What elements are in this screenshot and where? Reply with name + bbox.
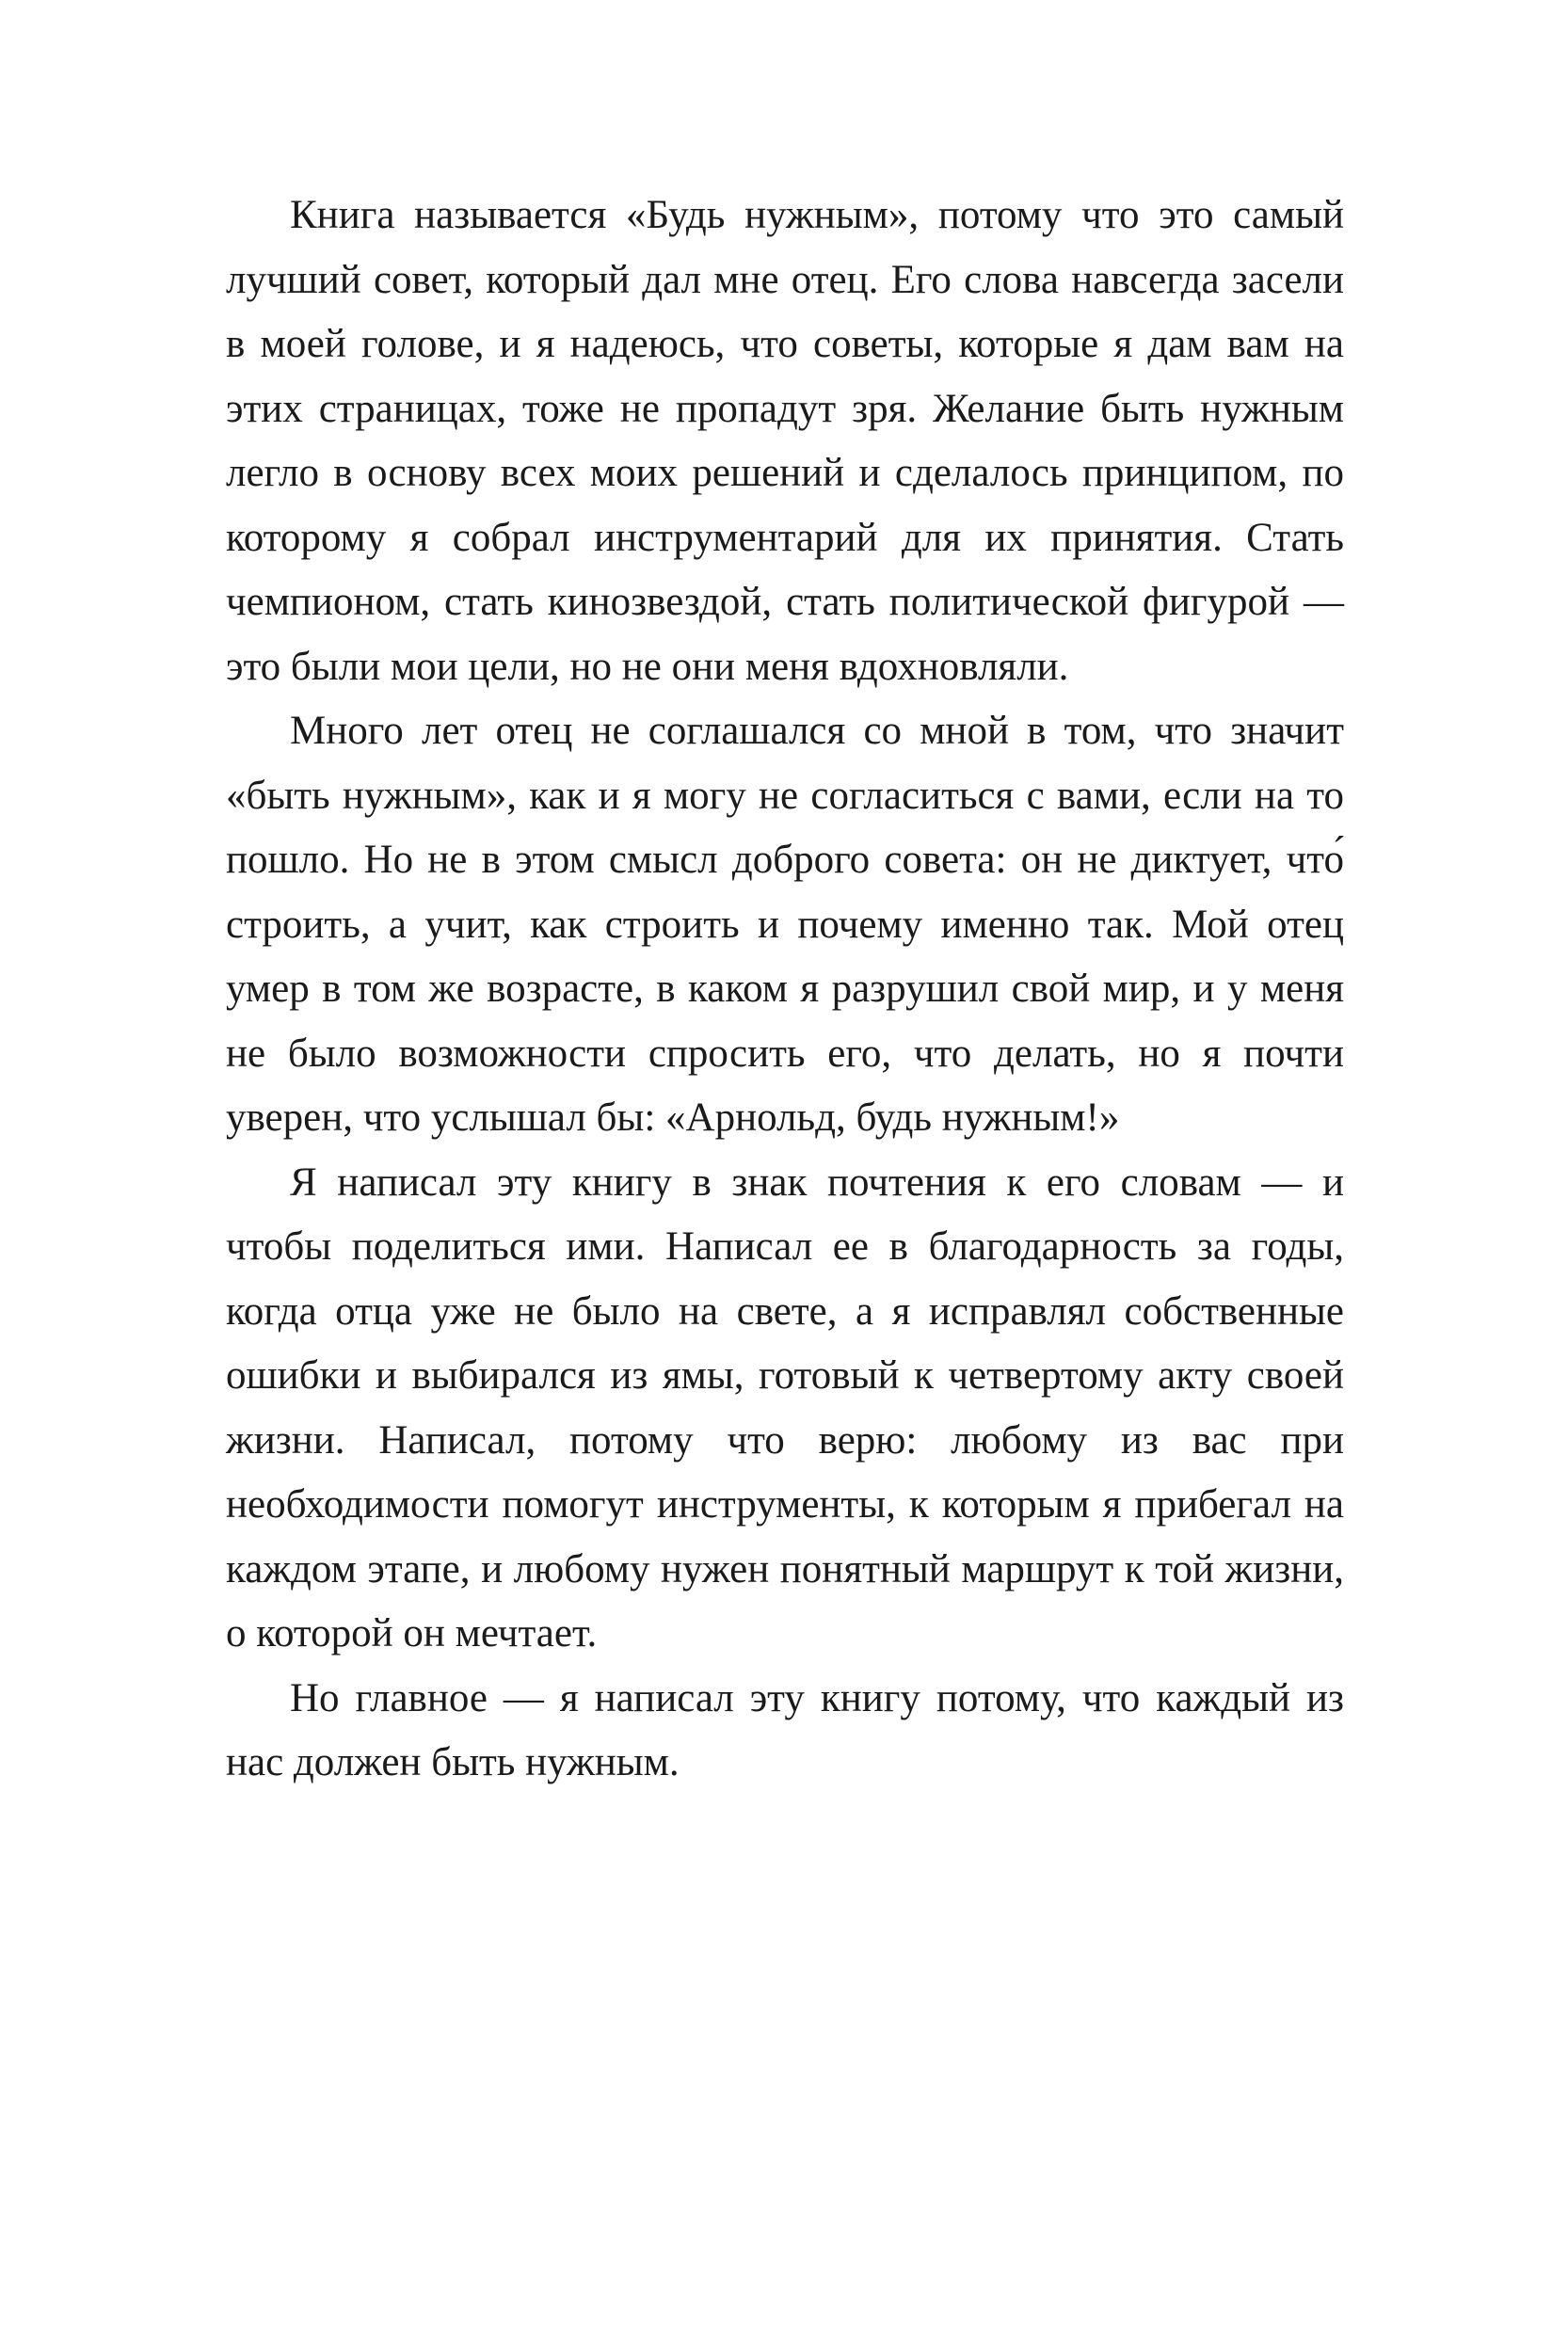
body-text	[226, 184, 1344, 1796]
paragraph: Книга называется «Будь нужным», потому что это самый лучший совет, который дал мне отец. Его слова навсегда засели в моей голове, и я надеюсь, что советы, которые я дам вам на этих страницах, тоже не пропадут зря. Желание быть нужным легло в основу всех моих решений и сделалось принципом, по которому я собрал инструментарий для их принятия. Стать чемпионом, стать кинозвездой, стать политической фигурой — это были мои цели, но не они меня вдохновляли.	[226, 193, 1344, 689]
paragraph: Но главное — я написал эту книгу потому, что каждый из нас должен быть нужным.	[226, 1675, 1344, 1784]
paragraph: Много лет отец не соглашался со мной в том, что значит «быть нужным», как и я могу не согласиться с вами, если на то пошло. Но не в этом смысл доброго совета: он не диктует, что́ строить, а учит, как строить и почему именно так. Мой отец умер в том же возрасте, в каком я разрушил свой мир, и у меня не было возможности спросить его, что делать, но я почти уверен, что услышал бы: «Арнольд, будь нужным!»	[226, 709, 1344, 1140]
paragraph: Я написал эту книгу в знак почтения к его словам — и чтобы поделиться ими. Написал ее в благодарность за годы, когда отца уже не было на свете, а я исправлял собственные ошибки и выбирался из ямы, готовый к четвертому акту своей жизни. Написал, потому что верю: любому из вас при необходимости помогут инструменты, к которым я прибегал на каждом этапе, и любому нужен понятный маршрут к той жизни, о которой он мечтает.	[226, 1160, 1344, 1655]
